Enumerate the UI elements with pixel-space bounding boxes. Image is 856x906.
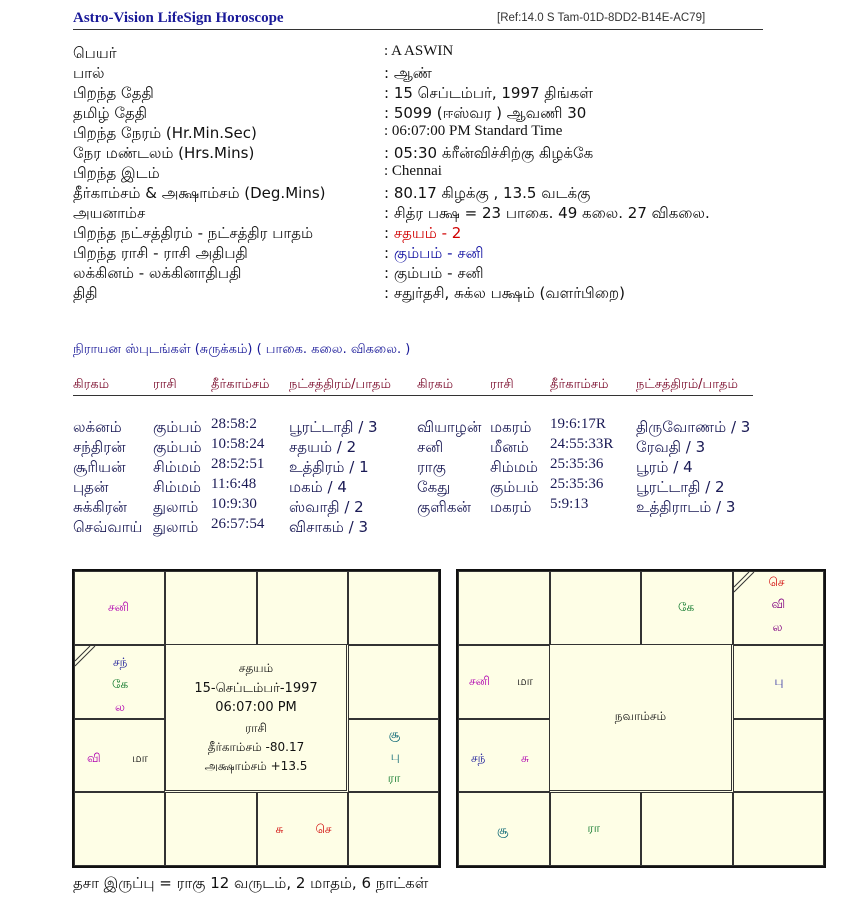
planet-table-cell: துலாம் [153, 518, 199, 536]
detail-value-birth-time: : 06:07:00 PM Standard Time [384, 123, 563, 139]
planet-table-cell: 26:57:54 [211, 516, 265, 532]
rasi-planet-label: ல [115, 699, 125, 714]
planet-table-cell: மகரம் [490, 418, 532, 436]
planet-table-cell: பூரட்டாதி / 2 [636, 478, 725, 496]
navamsa-house-c2 [641, 571, 733, 645]
rasi-chart [72, 569, 441, 868]
rasi-center-longitude: தீர்காம்சம் -80.17 [207, 740, 305, 754]
rasi-planet-label: ரா [387, 770, 401, 785]
detail-value-birth-date: : 15 செப்டம்பர், 1997 திங்கள் [384, 84, 593, 102]
planet-table-cell: உத்திராடம் / 3 [636, 498, 736, 516]
planet-table-cell: 5:9:13 [550, 496, 589, 512]
planet-table-cell: சந்திரன் [73, 438, 126, 456]
planet-table-cell: கும்பம் [153, 418, 202, 436]
planet-table-cell: மகரம் [490, 498, 532, 516]
navamsa-planet-label: சூ [497, 823, 509, 838]
rasi-house-c9 [74, 792, 165, 866]
rasi-planet-label: சனி [108, 600, 129, 614]
rasi-planet-label: மா [132, 750, 148, 765]
header-divider [73, 29, 763, 30]
navamsa-house-c7 [641, 792, 733, 866]
col-header-longitude: தீர்காம்சம் [211, 377, 289, 396]
planet-table-cell: கேது [417, 478, 451, 496]
col-header-rasi: ராசி [153, 377, 211, 396]
navamsa-house-c10 [458, 719, 550, 793]
col-header-planet-2: கிரகம் [417, 377, 490, 396]
rasi-house-c3 [348, 571, 439, 645]
navamsa-house-c9 [458, 792, 550, 866]
planet-table-cell: பூரம் / 4 [636, 458, 693, 476]
rasi-planet-label: கே [112, 676, 129, 691]
rasi-planet-label: சூ [388, 726, 401, 741]
col-header-rasi-2: ராசி [490, 377, 550, 396]
planet-table-cell: 10:58:24 [211, 436, 265, 452]
col-header-nakshatra-2: நட்சத்திரம்/பாதம் [636, 377, 753, 396]
detail-label-lagna: லக்கினம் - லக்கினாதிபதி [73, 264, 242, 282]
rasi-house-c5 [348, 719, 439, 793]
rasi-house-c1 [165, 571, 256, 645]
planet-table-cell: 25:35:36 [550, 456, 604, 472]
navamsa-planet-label: சனி [469, 673, 490, 688]
lagna-marker-icon [734, 572, 756, 594]
colon: : [384, 224, 394, 242]
navamsa-chart [456, 569, 826, 868]
col-header-longitude-2: தீர்காம்சம் [550, 377, 636, 396]
detail-value-lagna: : கும்பம் - சனி [384, 264, 484, 282]
rasi-center-nakshatra: சதயம் [238, 661, 274, 675]
planet-table-cell: கும்பம் [490, 478, 539, 496]
detail-value-gender: : ஆண் [384, 64, 432, 82]
detail-value-coordinates: : 80.17 கிழக்கு , 13.5 வடக்கு [384, 184, 591, 202]
detail-label-gender: பால் [73, 64, 105, 82]
navamsa-planet-label: பு [774, 673, 784, 688]
planet-table-cell: விசாகம் / 3 [289, 518, 369, 536]
detail-label-time-zone: நேர மண்டலம் (Hrs.Mins) [73, 144, 255, 162]
reference-id: [Ref:14.0 S Tam-01D-8DD2-B14E-AC79] [497, 12, 706, 24]
planet-table-cell: சனி [417, 438, 444, 456]
planet-table-cell: சிம்மம் [153, 478, 201, 496]
navamsa-planet-label: செ [768, 575, 785, 589]
planet-table-cell: 11:6:48 [211, 476, 257, 492]
navamsa-house-c0 [458, 571, 550, 645]
planet-table-cell: 24:55:33R [550, 436, 614, 452]
colon: : [384, 244, 394, 262]
navamsa-house-c6 [733, 792, 825, 866]
navamsa-house-c3 [733, 571, 825, 645]
detail-label-tamil-date: தமிழ் தேதி [73, 104, 148, 122]
rasi-center-label: ராசி [245, 721, 267, 735]
planet-table-cell: சதயம் / 2 [289, 438, 357, 456]
planet-table-cell: துலாம் [153, 498, 199, 516]
planet-table-cell: 28:58:2 [211, 416, 257, 432]
navamsa-planet-label: மா [517, 673, 533, 688]
navamsa-planet-label: ரா [587, 821, 600, 836]
nakshatra-highlight: சதயம் - 2 [393, 224, 462, 242]
planet-table-cell: வியாழன் [417, 418, 482, 436]
detail-value-tamil-date: : 5099 (ஈஸ்வர ) ஆவணி 30 [384, 104, 587, 122]
detail-value-name: : A ASWIN [384, 43, 454, 59]
planet-table-cell: புதன் [73, 478, 109, 496]
navamsa-center [549, 644, 732, 791]
planet-table-cell: சுக்கிரன் [73, 498, 127, 516]
rasi-house-c8 [165, 792, 256, 866]
planet-table-cell: ராகு [417, 458, 446, 476]
detail-value-tithi: : சதுர்தசி, சுக்ல பக்ஷம் (வளர்பிறை) [384, 284, 625, 302]
rasi-planet-label: வி [87, 750, 101, 765]
rasi-center [165, 644, 347, 791]
planet-table-cell: 10:9:30 [211, 496, 257, 512]
detail-label-name: பெயர் [73, 44, 117, 62]
col-header-nakshatra: நட்சத்திரம்/பாதம் [289, 377, 417, 396]
navamsa-house-c5 [733, 719, 825, 793]
rasi-center-latitude: அக்ஷாம்சம் +13.5 [204, 759, 308, 773]
navamsa-planet-label: வி [771, 597, 786, 611]
rasi-house-c11 [74, 645, 165, 719]
planet-table-cell: குளிகன் [417, 498, 471, 516]
planet-table-cell: உத்திரம் / 1 [289, 458, 369, 476]
planet-table-cell: கும்பம் [153, 438, 202, 456]
planet-table-cell: திருவோணம் / 3 [636, 418, 751, 436]
rasi-house-c4 [348, 645, 439, 719]
navamsa-house-c4 [733, 645, 825, 719]
rasi-planet-label: பு [390, 748, 400, 763]
dasa-balance: தசா இருப்பு = ராகு 12 வருடம், 2 மாதம், 6 நாட்கள் [73, 874, 429, 892]
navamsa-planet-label: ல [772, 620, 783, 634]
detail-value-birth-place: : Chennai [384, 163, 442, 179]
rasi-planet-label: சந் [113, 654, 128, 669]
planet-table-cell: மகம் / 4 [289, 478, 347, 496]
rasi-highlight: கும்பம் - சனி [393, 244, 484, 262]
lagna-marker-icon [75, 646, 97, 668]
detail-label-tithi: திதி [73, 284, 98, 302]
detail-label-birth-place: பிறந்த இடம் [73, 164, 160, 182]
detail-label-birth-time: பிறந்த நேரம் (Hr.Min.Sec) [73, 124, 257, 142]
planet-table-cell: 19:6:17R [550, 416, 606, 432]
rasi-planet-label: செ [315, 822, 332, 837]
detail-label-rasi: பிறந்த ராசி - ராசி அதிபதி [73, 244, 248, 262]
navamsa-planet-label: சு [521, 750, 529, 765]
report-title: Astro-Vision LifeSign Horoscope [73, 10, 284, 26]
planet-table-cell: 28:52:51 [211, 456, 265, 472]
detail-value-rasi [384, 244, 484, 264]
rasi-house-c0 [74, 571, 165, 645]
planet-table-cell: பூரட்டாதி / 3 [289, 418, 378, 436]
col-header-planet: கிரகம் [73, 377, 153, 396]
planet-table-cell: ஸ்வாதி / 2 [289, 498, 364, 516]
planet-table-cell: சூரியன் [73, 458, 126, 476]
rasi-house-c2 [257, 571, 348, 645]
detail-label-ayanamsa: அயனாம்ச [73, 204, 146, 222]
detail-value-ayanamsa: : சித்ர பக்ஷ = 23 பாகை. 49 கலை. 27 விகலை. [384, 204, 710, 222]
rasi-center-date: 15-செப்டம்பர்-1997 [194, 681, 318, 696]
detail-label-birth-date: பிறந்த தேதி [73, 84, 154, 102]
detail-value-nakshatra [384, 224, 461, 244]
rasi-planet-label: சு [275, 822, 284, 837]
navamsa-center-label: நவாம்சம் [614, 709, 667, 723]
rasi-house-c6 [348, 792, 439, 866]
navamsa-planet-label: கே [678, 600, 695, 614]
planet-table-cell: சிம்மம் [153, 458, 201, 476]
planet-table-cell: 25:35:36 [550, 476, 604, 492]
detail-value-time-zone: : 05:30 க்ரீன்விச்சிற்கு கிழக்கே [384, 144, 594, 162]
rasi-center-time: 06:07:00 PM [215, 700, 297, 715]
navamsa-planet-label: சந் [471, 750, 486, 765]
detail-label-coordinates: தீர்காம்சம் & அக்ஷாம்சம் (Deg.Mins) [73, 184, 326, 202]
rasi-house-c10 [74, 719, 165, 793]
planet-table-cell: ரேவதி / 3 [636, 438, 706, 456]
detail-label-nakshatra: பிறந்த நட்சத்திரம் - நட்சத்திர பாதம் [73, 224, 314, 242]
rasi-house-c7 [257, 792, 348, 866]
navamsa-house-c8 [550, 792, 642, 866]
navamsa-house-c1 [550, 571, 642, 645]
planet-table-cell: சிம்மம் [490, 458, 538, 476]
planet-table-cell: செவ்வாய் [73, 518, 143, 536]
planet-table-cell: மீனம் [490, 438, 529, 456]
planet-table-cell: லக்னம் [73, 418, 122, 436]
navamsa-house-c11 [458, 645, 550, 719]
section-title: நிராயன ஸ்புடங்கள் (சுருக்கம்) ( பாகை. கலை. விகலை. ) [73, 342, 411, 357]
